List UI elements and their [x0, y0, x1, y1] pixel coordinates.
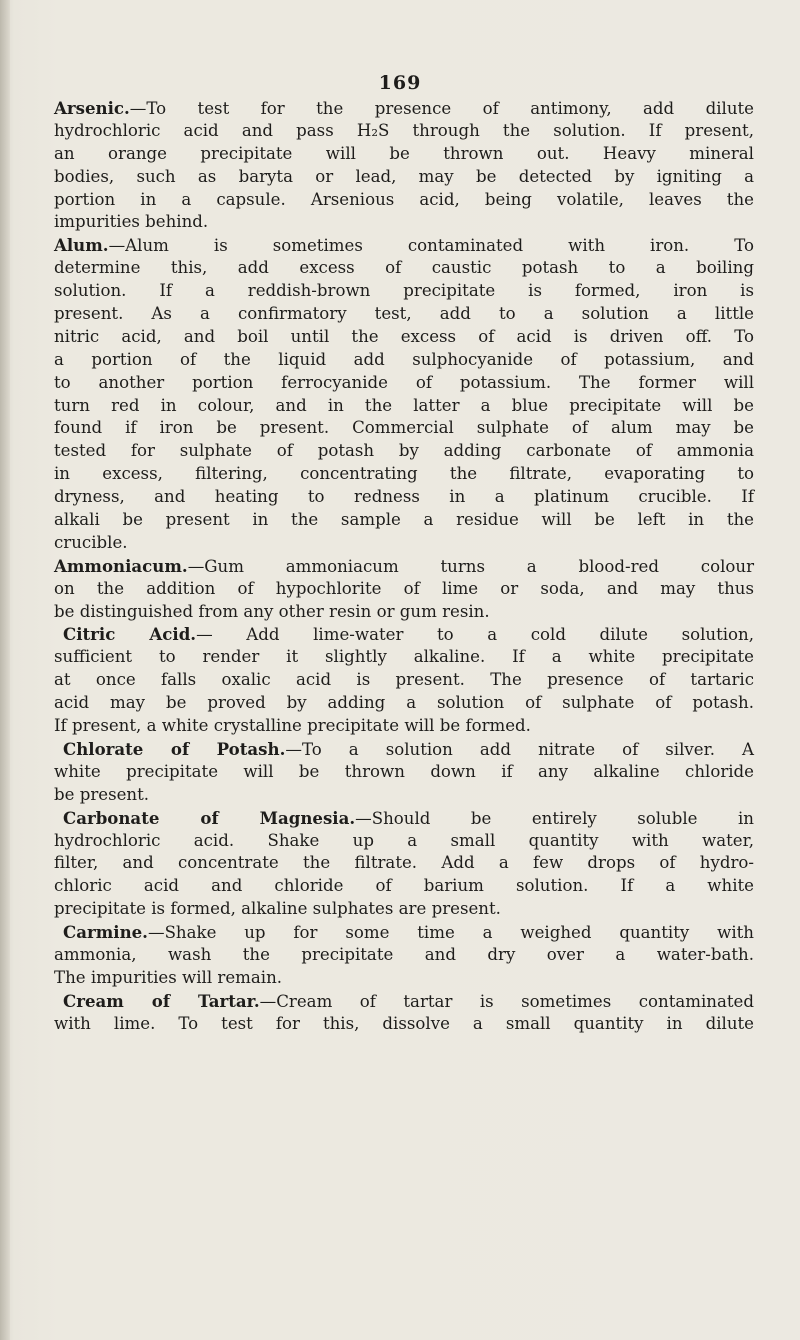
line-text: crucible. — [54, 532, 128, 552]
text-line — [54, 807, 754, 830]
line-text: found if iron be present. Commercial sulphate of alum may be — [54, 418, 754, 438]
text-line — [54, 601, 754, 624]
line-text: —Alum is sometimes contaminated with iron. To — [108, 236, 754, 256]
text-line — [54, 372, 754, 395]
text-line — [54, 784, 754, 807]
entry-heading: Carmine. — [63, 922, 148, 943]
text-line — [54, 326, 754, 349]
text-line — [54, 120, 754, 143]
line-text: white precipitate will be thrown down if any alkaline chloride — [54, 761, 754, 781]
line-text: tested for sulphate of potash by adding carbonate of ammonia — [54, 441, 754, 461]
entry-heading: Alum. — [54, 235, 109, 256]
line-text: — Add lime-water to a cold dilute solution, — [196, 625, 754, 645]
text-line — [54, 921, 754, 944]
line-text: solution. If a reddish-brown precipitate is formed, iron is — [54, 281, 754, 301]
line-text: present. As a confirmatory test, add to a solution a little — [54, 304, 754, 324]
line-text: impurities behind. — [54, 212, 209, 232]
line-text: be present. — [54, 784, 150, 804]
entry-heading: Cream of Tartar. — [63, 990, 260, 1011]
text-line — [54, 669, 754, 692]
text-line — [54, 692, 754, 715]
text-line — [54, 761, 754, 784]
text-line — [54, 257, 754, 280]
line-text: portion in a capsule. Arsenious acid, being volatile, leaves the — [54, 189, 754, 209]
text-line — [54, 97, 754, 120]
entry-heading: Citric Acid. — [63, 624, 197, 645]
text-line — [54, 898, 754, 921]
line-text: an orange precipitate will be thrown out. Heavy mineral — [54, 143, 754, 163]
text-line — [54, 532, 754, 555]
line-text: ammonia, wash the precipitate and dry over a water-bath. — [54, 944, 754, 964]
text-line — [54, 623, 754, 646]
line-text: sufficient to render it slightly alkaline. If a white precipitate — [54, 647, 754, 667]
text-line — [54, 830, 754, 853]
text-line — [54, 234, 754, 257]
entry-heading: Arsenic. — [54, 98, 130, 118]
line-text: precipitate is formed, alkaline sulphates are present. — [54, 899, 501, 919]
text-line — [54, 509, 754, 532]
text-line — [54, 1013, 754, 1036]
line-text: —To test for the presence of antimony, add dilute — [129, 99, 754, 118]
text-line — [54, 417, 754, 440]
text-line — [54, 349, 754, 372]
line-text: dryness, and heating to redness in a platinum crucible. If — [54, 487, 754, 507]
text-line — [54, 715, 754, 738]
text-line — [54, 303, 754, 326]
entry-heading: Carbonate of Magnesia. — [63, 807, 356, 828]
line-text: hydrochloric acid. Shake up a small quantity with water, — [54, 830, 754, 850]
page-binding-edge — [0, 0, 10, 1340]
text-line — [54, 852, 754, 875]
line-text: alkali be present in the sample a residue will be left in the — [54, 510, 754, 530]
line-text: filter, and concentrate the filtrate. Add a few drops of hydro- — [54, 853, 754, 873]
text-line — [54, 646, 754, 669]
text-line — [54, 486, 754, 509]
line-text: chloric acid and chloride of barium solution. If a white — [54, 876, 754, 896]
line-text: at once falls oxalic acid is present. The presence of tartaric — [54, 670, 754, 690]
text-line — [54, 395, 754, 418]
line-text: with lime. To test for this, dissolve a small quantity in dilute — [54, 1013, 754, 1033]
line-text: —Shake up for some time a weighed quantity with — [147, 923, 754, 943]
entry-heading: Chlorate of Potash. — [63, 738, 286, 759]
line-text: in excess, filtering, concentrating the filtrate, evaporating to — [54, 464, 754, 484]
text-line — [54, 211, 754, 234]
entry-heading: Ammoniacum. — [54, 555, 188, 576]
body-text — [54, 97, 754, 1036]
line-text: If present, a white crystalline precipitate will be formed. — [54, 716, 531, 736]
text-line — [54, 990, 754, 1013]
line-text: hydrochloric acid and pass H₂S through the solution. If present, — [54, 120, 754, 140]
text-line — [54, 875, 754, 898]
text-line — [54, 944, 754, 967]
page-number: 169 — [378, 72, 422, 94]
text-line — [54, 738, 754, 761]
line-text: acid may be proved by adding a solution of sulphate of potash. — [54, 693, 754, 713]
text-line — [54, 189, 754, 212]
text-line — [54, 280, 754, 303]
line-text: determine this, add excess of caustic potash to a boiling — [54, 258, 754, 278]
line-text: a portion of the liquid add sulphocyanide of potassium, and — [54, 349, 754, 369]
line-text: —Cream of tartar is sometimes contaminated — [259, 991, 754, 1011]
line-text: The impurities will remain. — [54, 967, 283, 987]
text-line — [54, 463, 754, 486]
text-line — [54, 143, 754, 166]
text-line — [54, 555, 754, 578]
line-text: to another portion ferrocyanide of potassium. The former will — [54, 372, 754, 392]
line-text: on the addition of hypochlorite of lime or soda, and may thus — [54, 578, 754, 598]
line-text: —To a solution add nitrate of silver. A — [285, 739, 754, 759]
line-text: turn red in colour, and in the latter a blue precipitate will be — [54, 395, 754, 415]
line-text: be distinguished from any other resin or gum resin. — [54, 601, 490, 621]
line-text: nitric acid, and boil until the excess of acid is driven off. To — [54, 326, 754, 346]
text-line — [54, 578, 754, 601]
text-line — [54, 440, 754, 463]
text-line — [54, 967, 754, 990]
line-text: —Should be entirely soluble in — [355, 808, 754, 828]
line-text: bodies, such as baryta or lead, may be detected by igniting a — [54, 166, 754, 186]
text-line — [54, 166, 754, 189]
line-text: —Gum ammoniacum turns a blood-red colour — [187, 556, 754, 576]
